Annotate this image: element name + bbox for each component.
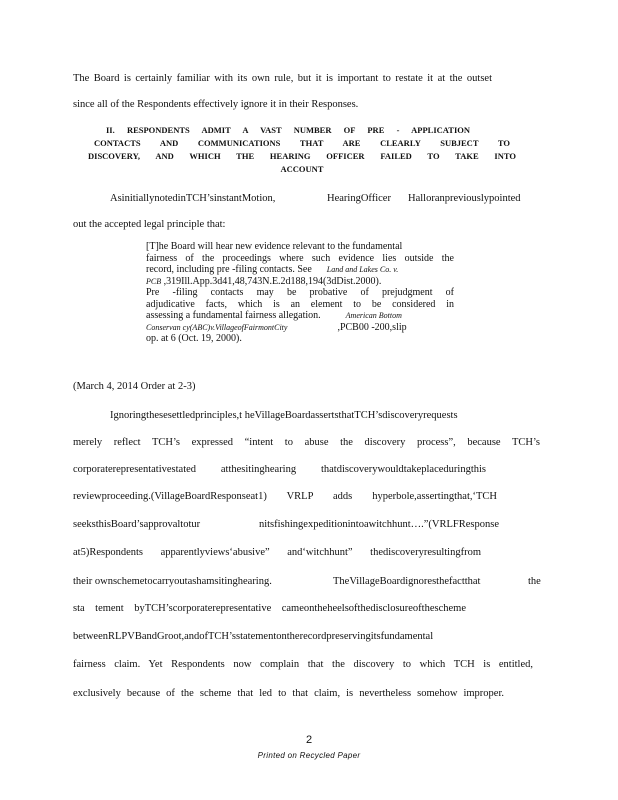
para1-line-1-left: AsinitiallynotedinTCH’sinstantMotion, [110,193,276,204]
case-citation: Conservan cy(ABC)v.VillageofFairmontCity [146,322,288,332]
body-line: fairness claim. Yet Respondents now complain that the discovery to which TCH is entitled, [73,659,533,670]
quote-line: op. at 6 (Oct. 19, 2000). [146,333,242,344]
quote-line [146,276,454,288]
quote-line: Pre -filing contacts may be probative of prejudgment of [146,287,454,298]
heading-line-3: DISCOVERY, AND WHICH THE HEARING OFFICER FAILED TO TAKE INTO [88,151,516,161]
case-citation: Land and Lakes Co. v. [326,265,399,274]
body-line: reviewproceeding.(VillageBoardResponseat1) VRLP adds hyperbole,assertingthat,‘TCH [73,491,497,502]
quote-line: fairness of the proceedings where such evidence lies outside the [146,252,454,264]
quote-line [146,322,454,334]
body-line: at5)Respondents apparentlyviews‘abusive” and‘witchhunt” thediscoveryresultingfrom [73,547,481,558]
heading-line-4: ACCOUNT [280,164,324,174]
para1-line-2: out the accepted legal principle that: [73,219,226,230]
body-line: corporaterepresentativestated atthesitinghearing thatdiscoverywouldtakeplaceduringthis [73,464,486,475]
body-line: TheVillageBoardignoresthefactthat [333,576,481,587]
body-line: merely reflect TCH’s expressed “intent to abuse the discovery process”, because TCH’s [73,437,540,448]
case-citation: American Bottom [345,311,402,320]
case-citation: PCB [146,276,162,286]
page-footer: Printed on Recycled Paper [257,751,361,760]
block-quote [146,241,454,345]
heading-line-1: II. RESPONDENTS ADMIT A VAST NUMBER OF PRE - APPLICATION [106,125,470,135]
page-number: 2 [305,734,313,746]
body-line: the [528,576,541,587]
section-heading [88,124,516,176]
para1-line-1-mid: HearingOfficer [327,193,391,204]
para1-line-1-right: Halloranpreviouslypointed [408,193,521,204]
quote-line [146,310,454,322]
heading-line-2: CONTACTS AND COMMUNICATIONS THAT ARE CLEARLY SUBJECT TO [94,138,510,148]
quote-line [146,264,454,276]
body-line: sta tement byTCH’scorporaterepresentative cameontheheelsofthedisclosureofthescheme [73,603,466,614]
intro-line-1: The Board is certainly familiar with its own rule, but it is important to restate it at the outset [73,73,492,84]
body-line: exclusively because of the scheme that led to that claim, is nevertheless somehow improper. [73,688,504,699]
body-line: Ignoringthesesettledprinciples,t heVillageBoardassertsthatTCH’sdiscoveryrequests [110,410,458,421]
body-line: seeksthisBoard’sapprovaltotur nitsfishingexpeditionintoawitchhunt….”(VRLFResponse [73,519,499,530]
order-reference: (March 4, 2014 Order at 2-3) [73,381,196,392]
body-line: their ownschemetocarryoutashamsitinghearing. [73,576,272,587]
quote-line: adjudicative facts, which is an element to be considered in [146,298,454,310]
quote-text: ,PCB00 -200,slip [337,321,407,333]
body-line: betweenRLPVBandGroot,andofTCH’sstatementontherecordpreservingitsfundamental [73,631,434,642]
quote-text: ,319Ill.App.3d41,48,743N.E.2d188,194(3dDist.2000). [161,275,382,287]
quote-text: assessing a fundamental fairness allegation. [146,310,321,321]
quote-text: record, including pre -filing contacts. See [146,264,312,275]
quote-line: [T]he Board will hear new evidence relevant to the fundamental [146,241,403,252]
intro-line-2: since all of the Respondents effectively ignore it in their Responses. [73,99,359,110]
